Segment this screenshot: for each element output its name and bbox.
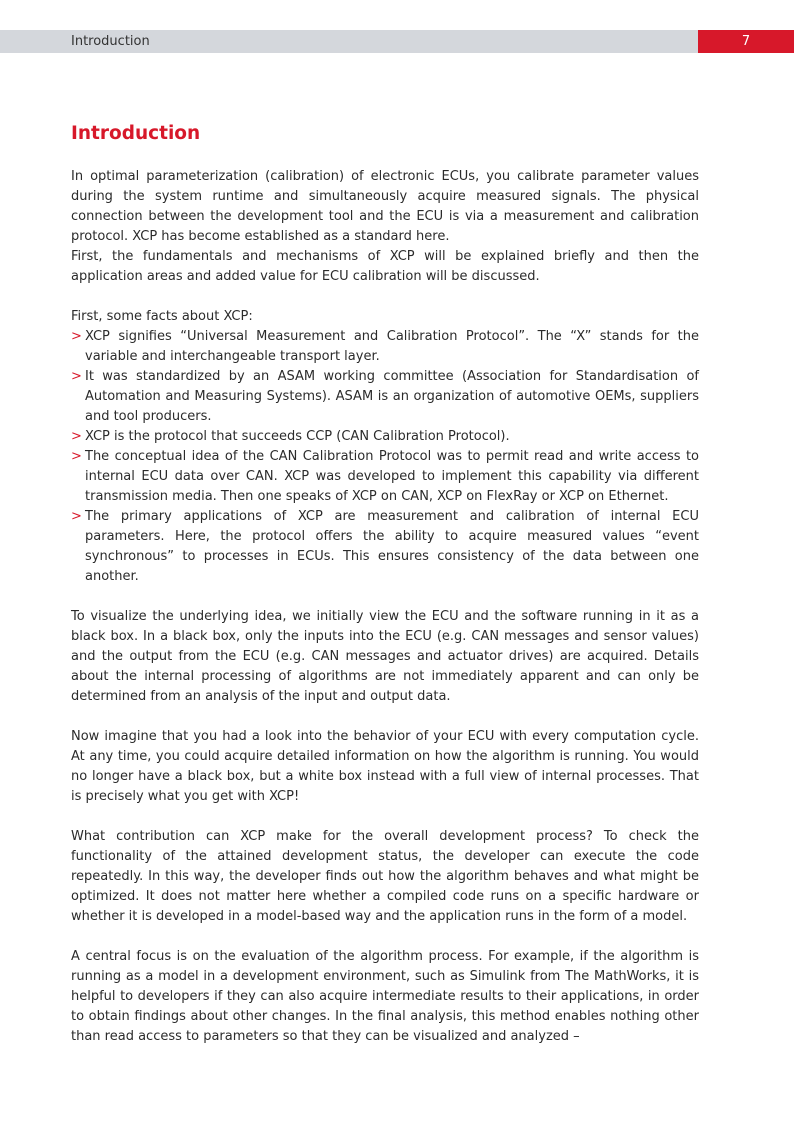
intro-paragraph: In optimal parameterization (calibration) of electronic ECUs, you calibrate parameter values during the system runtime and simultaneously acquire measured signals. The physical connection between the development tool and the ECU is via a measurement and calibration protocol. XCP has become established as a standard here. bbox=[71, 169, 699, 244]
page-content bbox=[71, 122, 699, 1047]
section-heading: Introduction bbox=[71, 123, 201, 144]
bullet-arrow-icon: > bbox=[71, 329, 82, 344]
running-title: Introduction bbox=[71, 34, 150, 49]
facts-list bbox=[71, 327, 699, 587]
intro-paragraph: First, the fundamentals and mechanisms of XCP will be explained briefly and then the application areas and added value for ECU calibration will be discussed. bbox=[71, 249, 699, 284]
running-header bbox=[0, 30, 794, 53]
bullet-arrow-icon: > bbox=[71, 429, 82, 444]
page-number: 7 bbox=[698, 30, 794, 53]
facts-list-item: > The primary applications of XCP are measurement and calibration of internal ECU parameters. Here, the protocol offers the ability to acquire measured values “event synchronous” to processes in ECUs. This ensures consistency of the data between one another. bbox=[71, 509, 699, 584]
facts-list-item: > XCP signifies “Universal Measurement and Calibration Protocol”. The “X” stands for the variable and interchangeable transport layer. bbox=[71, 329, 699, 364]
body-paragraph: What contribution can XCP make for the overall development process? To check the functionality of the attained development status, the developer can execute the code repeatedly. In this way, the developer finds out how the algorithm behaves and what might be optimized. It does not matter here whether a compiled code runs on a specific hardware or whether it is developed in a model-based way and the application runs in the form of a model. bbox=[71, 829, 699, 924]
facts-list-item: > XCP is the protocol that succeeds CCP (CAN Calibration Protocol). bbox=[71, 427, 699, 447]
body-paragraph: A central focus is on the evaluation of the algorithm process. For example, if the algorithm is running as a model in a development environment, such as Simulink from The MathWorks, it is helpful to developers if they can also acquire intermediate results to their applications, in order to obtain findings about other changes. In the final analysis, this method enables nothing other than read access to parameters so that they can be visualized and analyzed – bbox=[71, 949, 699, 1044]
bullet-arrow-icon: > bbox=[71, 509, 82, 524]
bullet-arrow-icon: > bbox=[71, 449, 82, 464]
body-paragraph: To visualize the underlying idea, we initially view the ECU and the software running in it as a black box. In a black box, only the inputs into the ECU (e.g. CAN messages and sensor values) and the output from the ECU (e.g. CAN messages and actuator drives) are acquired. Details about the internal processing of algorithms are not immediately apparent and can only be determined from an analysis of the input and output data. bbox=[71, 609, 699, 704]
facts-lead: First, some facts about XCP: bbox=[71, 309, 253, 324]
facts-list-item: > It was standardized by an ASAM working committee (Association for Standardisation of Automation and Measuring Systems). ASAM is an organization of automotive OEMs, suppliers and tool producers. bbox=[71, 369, 699, 424]
bullet-arrow-icon: > bbox=[71, 369, 82, 384]
body-paragraph: Now imagine that you had a look into the behavior of your ECU with every computation cycle. At any time, you could acquire detailed information on how the algorithm is running. You would no longer have a black box, but a white box instead with a full view of internal processes. That is precisely what you get with XCP! bbox=[71, 729, 699, 804]
facts-list-item: > The conceptual idea of the CAN Calibration Protocol was to permit read and write access to internal ECU data over CAN. XCP was developed to implement this capability via different transmission media. Then one speaks of XCP on CAN, XCP on FlexRay or XCP on Ethernet. bbox=[71, 449, 699, 504]
